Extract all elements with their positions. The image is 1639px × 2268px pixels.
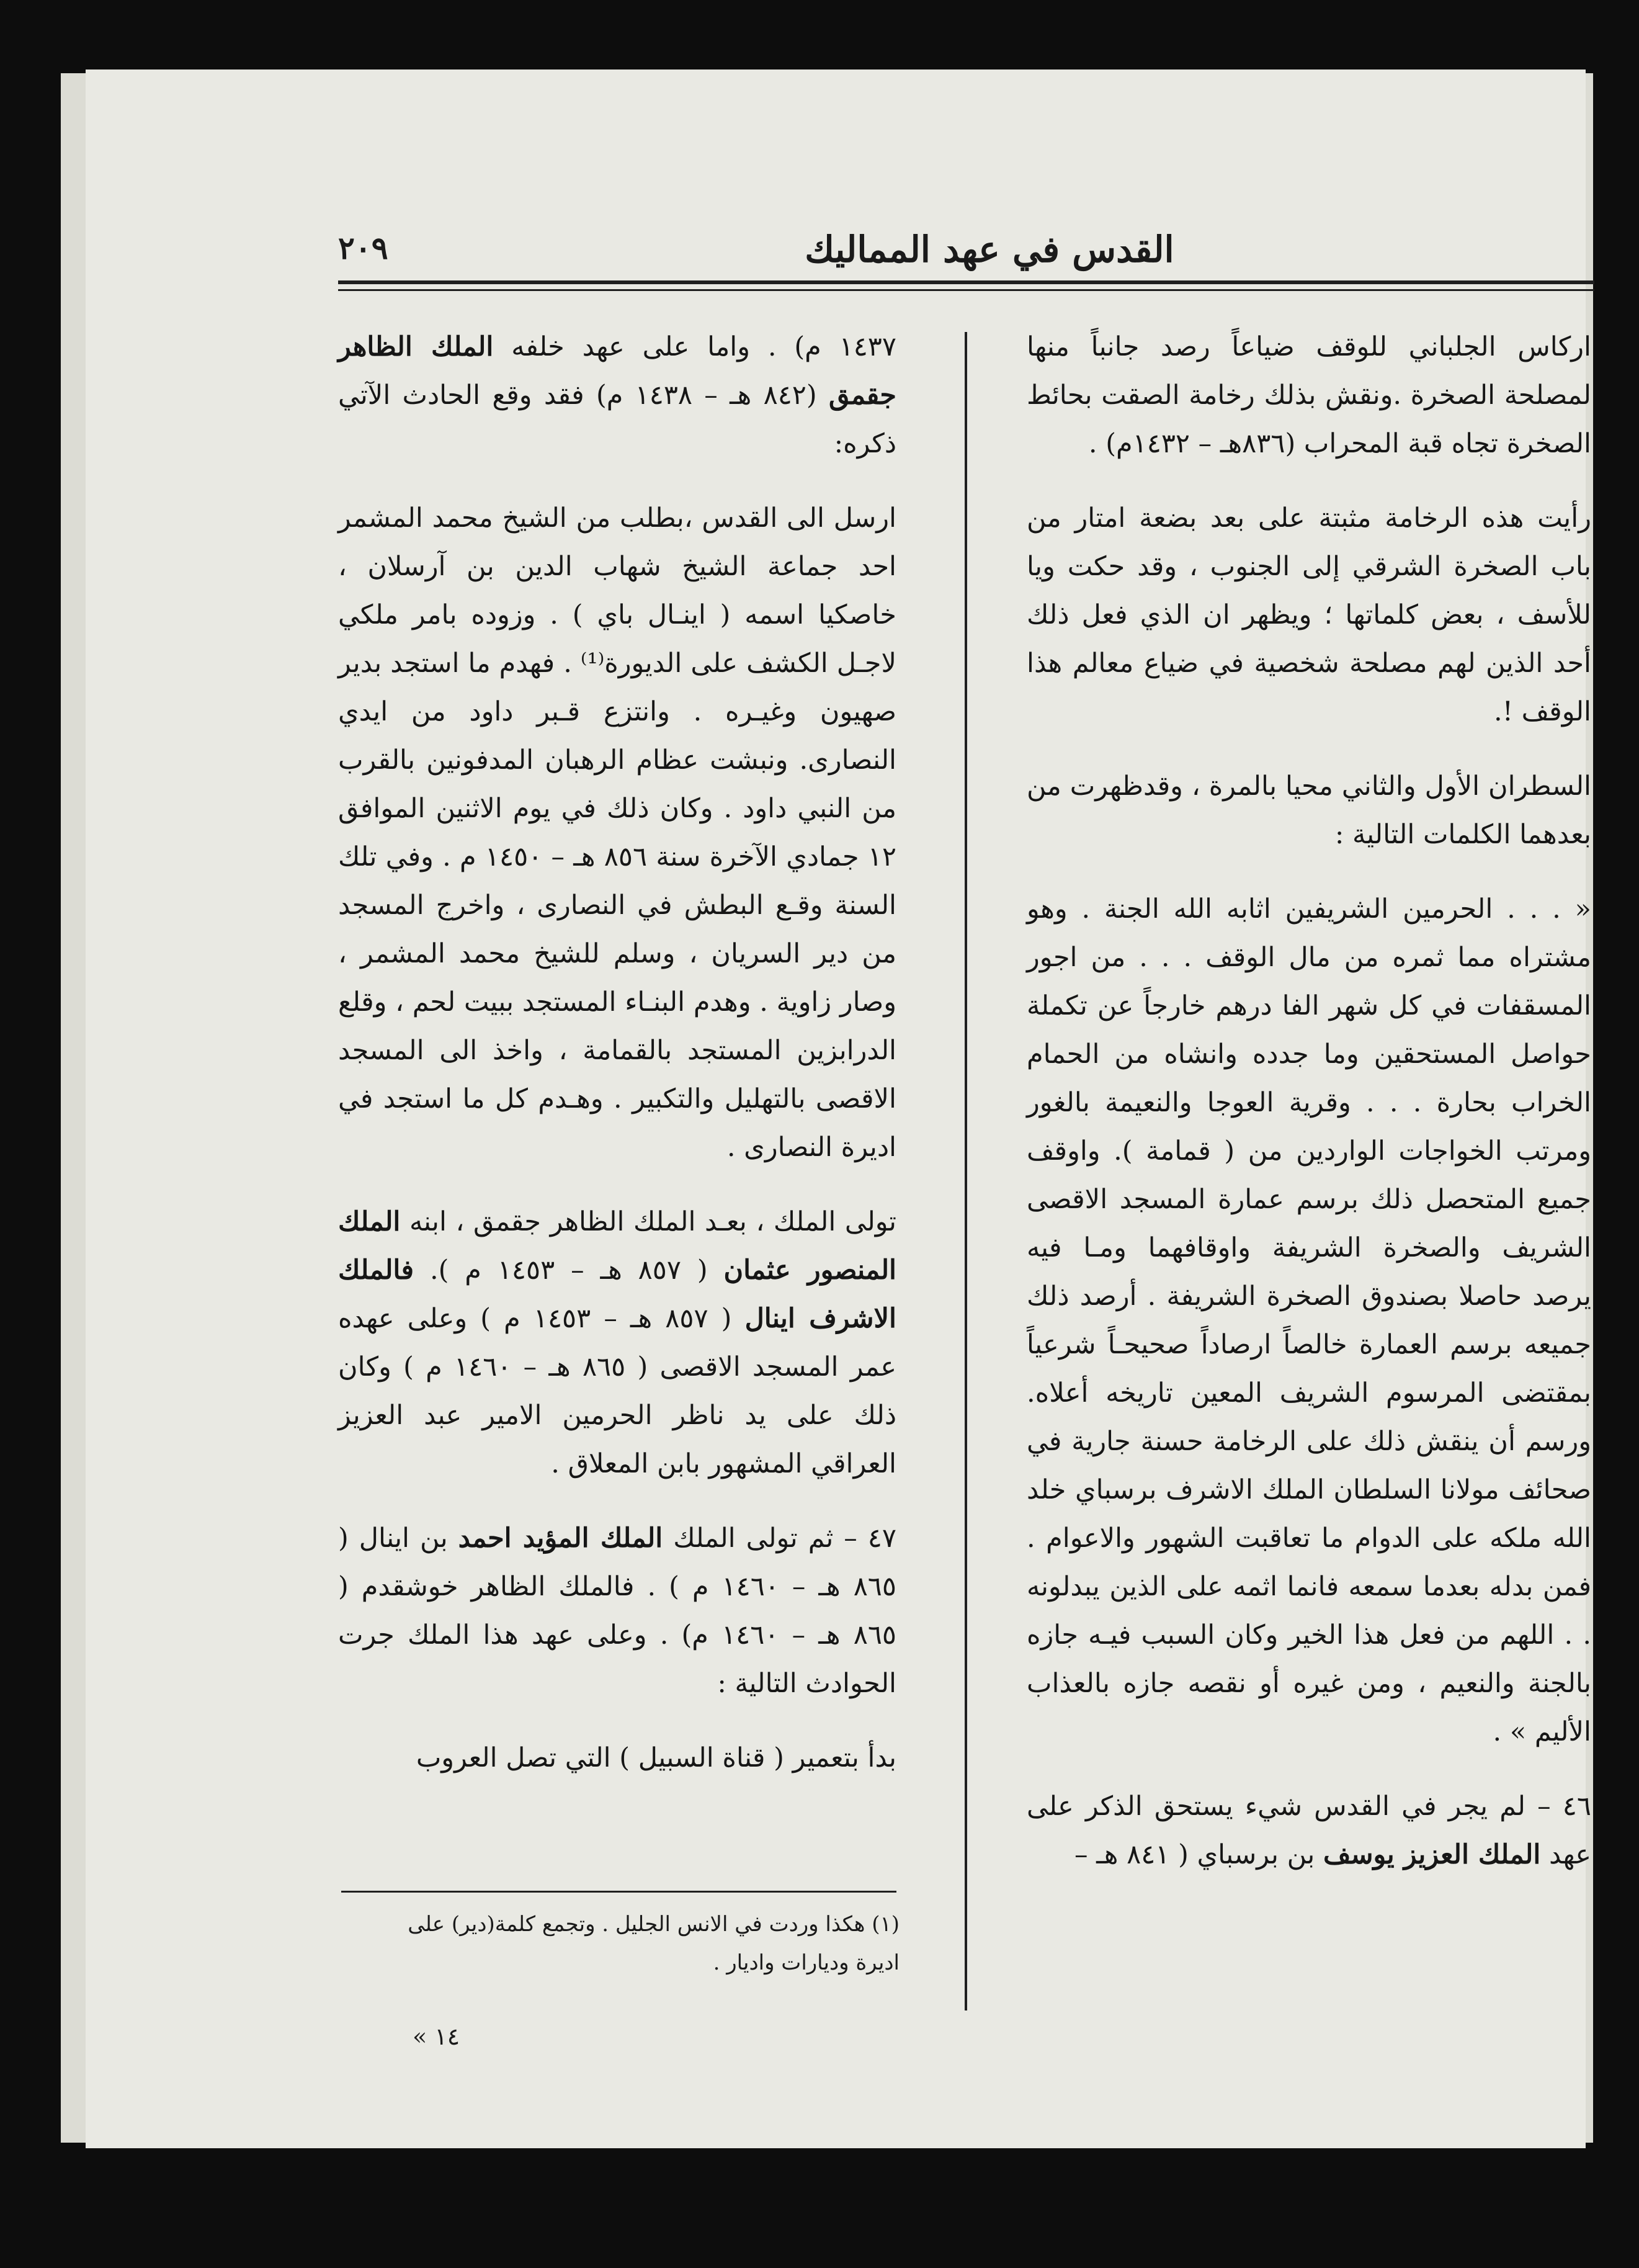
header-rule-thick	[338, 280, 1594, 284]
paragraph: تولى الملك ، بعـد الملك الظاهر جقمق ، ابنه الملك المنصور عثمان ( ٨٥٧ هـ – ١٤٥٣ م ). فالملك الاشرف اينال ( ٨٥٧ هـ – ١٤٥٣ م ) وعلى عهده عمر المسجد الاقصى ( ٨٦٥ هـ – ١٤٦٠ م ) وكان ذلك على يد ناظر الحرمين الامير عبد العزيز العراقي المشهور بابن المعلاق .	[338, 1206, 896, 1479]
footnote-line: اديرة وديارات واديار .	[713, 1950, 900, 1975]
paragraph: ١٤٣٧ م) . واما على عهد خلفه الملك الظاهر جقمق (٨٤٢ هـ – ١٤٣٨ م) فقد وقع الحادث الآتي ذكره:	[338, 331, 897, 459]
text: بن برسباي ( ٨٤١ هـ –	[1074, 1839, 1324, 1870]
left-column	[338, 323, 896, 1808]
page-number: ٢٠٩	[338, 230, 388, 266]
footnote	[347, 1905, 900, 1982]
column-divider	[965, 332, 967, 2010]
paragraph: السطران الأول والثاني محيا بالمرة ، وقدظهرت من بعدهما الكلمات التالية :	[1027, 771, 1591, 850]
running-header	[338, 155, 1591, 271]
paragraph: « . . . الحرمين الشريفين اثابه الله الجنة . وهو مشتراه مما ثمره من مال الوقف . . . من اجور المسقفات في كل شهر الفا درهم خارجاً عن تكملة حواصل المستحقين وما جدده وانشاه من الحمام الخراب بحارة . . . وقرية العوجا والنعيمة بالغور ومرتب الخواجات الواردين من ( قمامة ). واوقف جميع المتحصل ذلك برسم عمارة المسجد الاقصى الشريف والصخرة الشريفة واوقافهما ومـا فيه يرصد حاصلا بصندوق الصخرة الشريفة . أرصد ذلك جميعه برسم العمارة خالصاً ارصاداً صحيحـاً شرعياً بمقتضى المرسوم الشريف المعين تاريخه أعلاه. ورسم أن ينقش ذلك على الرخامة حسنة جارية في صحائف مولانا السلطان الملك الاشرف برسباي خلد الله ملكه على الدوام ما تعاقبت الشهور والاعوام . فمن بدله بعدما سمعه فانما اثمه على الذين يبدلونه . . اللهم من فعل هذا الخير وكان السبب فيـه جازه بالجنة والنعيم ، ومن غيره أو نقصه جازه بالعذاب الأليم » .	[1027, 894, 1591, 1747]
footnote-rule	[341, 1891, 896, 1893]
paragraph: ٤٧ – ثم تولى الملك الملك المؤيد احمد بن اينال ( ٨٦٥ هـ – ١٤٦٠ م ) . فالملك الظاهر خوشقدم ( ٨٦٥ هـ – ١٤٦٠ م) . وعلى عهد هذا الملك جرت الحوادث التالية :	[338, 1523, 897, 1699]
paragraph: بدأ بتعمير ( قناة السبيل ) التي تصل العروب	[416, 1742, 896, 1773]
footnote-line: (١) هكذا وردت في الانس الجليل . وتجمع كلمة(دير) على	[408, 1912, 900, 1937]
text: لم يجر في القدس شيء يستحق الذكر على عهد	[1027, 1791, 1591, 1870]
bold-name: الملك العزيز يوسف	[1323, 1839, 1541, 1870]
paragraph: اركاس الجلباني للوقف ضياعاً رصد جانباً منها لمصلحة الصخرة .ونقش بذلك رخامة الصقت بحائط الصخرة تجاه قبة المحراب (٨٣٦هـ – ١٤٣٢م) .	[1027, 331, 1591, 459]
bold-name: الملك المؤيد احمد	[458, 1523, 663, 1554]
running-title: القدس في عهد المماليك	[805, 228, 1174, 271]
paragraph: ارسل الى القدس ،بطلب من الشيخ محمد المشمر احد جماعة الشيخ شهاب الدين بن آرسلان ، خاصكيا اسمه ( اينـال باي ) . وزوده بامر ملكي لاجـل الكشف على الديورة⁽¹⁾ . فهدم ما استجد بدير صهيون وغيـره . وانتزع قـبر داود من ايدي النصارى. ونبشت عظام الرهبان المدفونين بالقرب من النبي داود . وكان ذلك في يوم الاثنين الموافق ١٢ جمادي الآخرة سنة ٨٥٦ هـ – ١٤٥٠ م . وفي تلك السنة وقـع البطش في النصارى ، واخرج المسجد من دير السريان ، وسلم للشيخ محمد المشمر ، وصار زاوية . وهدم البنـاء المستجد ببيت لحم ، وقلع الدرابزين المستجد بالقمامة ، واخذ الى المسجد الاقصى بالتهليل والتكبير . وهـدم كل ما استجد في اديرة النصارى .	[338, 503, 896, 1163]
right-column	[1027, 323, 1591, 1905]
signature-mark: « ١٤	[413, 2023, 460, 2050]
item-number: ٤٧ –	[833, 1523, 896, 1554]
header-rule-thin	[338, 289, 1594, 291]
paragraph: رأيت هذه الرخامة مثبتة على بعد بضعة امتار من باب الصخرة الشرقي إلى الجنوب ، وقد حكت ويا للأسف ، بعض كلماتها ؛ ويظهر ان الذي فعل ذلك أحد الذين لهم مصلحة شخصية في ضياع معالم هذا الوقف !.	[1027, 503, 1591, 727]
paragraph	[1027, 1782, 1591, 1879]
item-number: ٤٦ –	[1525, 1791, 1591, 1822]
